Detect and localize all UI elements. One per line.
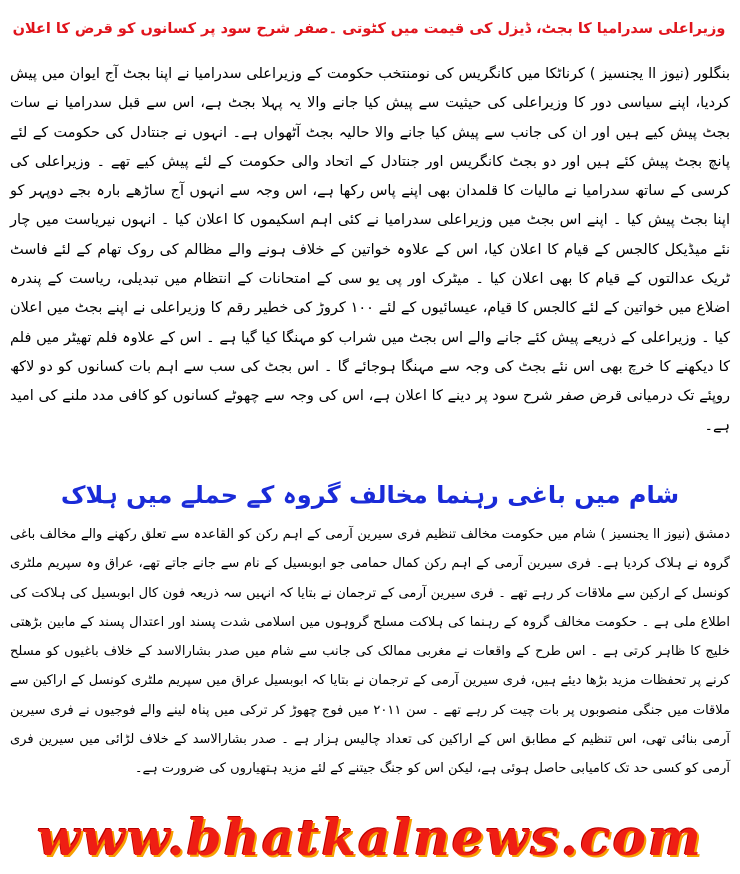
budget-headline: وزیراعلی سدرامیا کا بجٹ، ڈیزل کی قیمت میں کٹوتی ۔صفر شرح سود پر کسانوں کو قرض کا اعلان (12, 21, 726, 37)
syria-article (10, 520, 730, 805)
budget-article (10, 60, 730, 462)
syria-article-body: دمشق (نیوز اا یجنسیز ) شام میں حکومت مخالف تنظیم فری سیرین آرمی کے اہم رکن کو القاعدہ سے تعلق رکھنے والے مخالف باغی گروہ نے ہلاک کردیا ہے۔ فری سیرین آرمی کے اہم رکن کمال حمامی جو ابوبسیل کے نام سے جانے جاتے تھے، عراق وہ سپریم ملٹری کونسل کے ارکین سے ملاقات کر رہے تھے ۔ فری سیرین آرمی کے ترجمان نے بتایا کہ انہیں سہ ذریعہ فون کال ابوبسیل کی ہلاکت کی اطلاع ملی ہے ۔ حکومت مخالف گروہ کے رہنما کی ہلاکت مسلح گروہوں میں اسلامی شدت پسند اور اعتدال پسند کے مابین بڑھتی خلیج کا ظاہر کرتی ہے ۔ اس طرح کے واقعات نے مغربی ممالک کی جانب سے شام میں صدر بشارالاسد کے خلاف باغیوں کو مسلح کرنے پر تحفظات مزید بڑھا دیئے ہیں، فری سیرین آرمی کے ترجمان نے بتایا کہ ابوبسیل عراق میں سپریم ملٹری کونسل کے اراکین سے ملاقات میں جنگی منصوبوں پر بات چیت کر رہے تھے ۔ سن ۲۰۱۱ میں فوج چھوڑ کر ترکی میں پناہ لینے والے فوجیوں نے فری سیرین آرمی بنائی تھی، اس تنظیم کے مطابق اس کے اراکین کی تعداد چالیس ہزار ہے ۔ صدر بشارالاسد کے خلاف لڑائی میں سیرین فری آرمی کو کسی حد تک کامیابی حاصل ہوئی ہے، لیکن اس کو جنگ جیتنے کے لئے مزید ہتھیاروں کی ضرورت ہے۔ (10, 527, 730, 777)
budget-article-body: بنگلور (نیوز اا یجنسیز ) کرناٹکا میں کانگریس کی نومنتخب حکومت کے وزیراعلی سدرامیا نے اپنا بجٹ آج ایوان میں پیش کردیا، اپنے سیاسی دور کا وزیراعلی کی حیثیت سے پیش کیا جانے والا یہ پہلا بجٹ ہے، اس سے قبل سدرامیا نے سات بجٹ پیش کیے ہیں اور ان کی جانب سے پیش کیا جانے والا حالیہ بجٹ آٹھواں ہے۔ انہوں نے جنتادل کی حکومت کے لئے پانچ بجٹ پیش کئے ہیں اور دو بجٹ کانگریس اور جنتادل کے اتحاد والی حکومت کے لئے پیش کیے تھے ۔ وزیراعلی کی کرسی کے ساتھ سدرامیا نے مالیات کا قلمدان بھی اپنے پاس رکھا ہے، اس وجہ سے انہوں آج ساڑھے بارہ بجے دوپہر کو اپنا بجٹ پیش کیا ۔ اپنے اس بجٹ میں وزیراعلی سدرامیا نے کئی اہم اسکیموں کا اعلان کیا ۔ انہوں نیریاست میں چار نئے میڈیکل کالجس کے قیام کا اعلان کیا، اس کے علاوہ خواتین کے خلاف ہونے والے مظالم کی روک تھام کے لئے فاسٹ ٹریک عدالتوں کے قیام کا بھی اعلان کیا ۔ میٹرک اور پی یو سی کے امتحانات کے انتظام میں تبدیلی، ریاست کے پندرہ اضلاع میں خواتین کے لئے کالجس کا قیام، عیسائیوں کے لئے ۱۰۰ کروڑ کی خطیر رقم کا وزیراعلی نے اپنے بجٹ میں اعلان کیا ۔ وزیراعلی کے ذریعے پیش کئے جانے والے اس بجٹ میں شراب کو مہنگا کیا گیا ہے ۔ اس کے علاوہ فلم تھیٹر میں فلم کا دیکھنے کا خرچ بھی اس نئے بجٹ کی وجہ سے مہنگا ہوجائے گا ۔ اس بجٹ کی سب سے اہم بات کسانوں کو دو لاکھ روپئے تک درمیانی قرض صفر شرح سود پر دینے کا اعلان ہے، اس کی وجہ سے چھوٹے کسانوں کو کافی مدد ملنے کی امید ہے۔ (10, 66, 730, 434)
website-url: www.bhatkalnews.com (37, 808, 703, 867)
syria-headline: شام میں باغی رہنما مخالف گروہ کے حملے میں ہلاک (60, 481, 680, 509)
